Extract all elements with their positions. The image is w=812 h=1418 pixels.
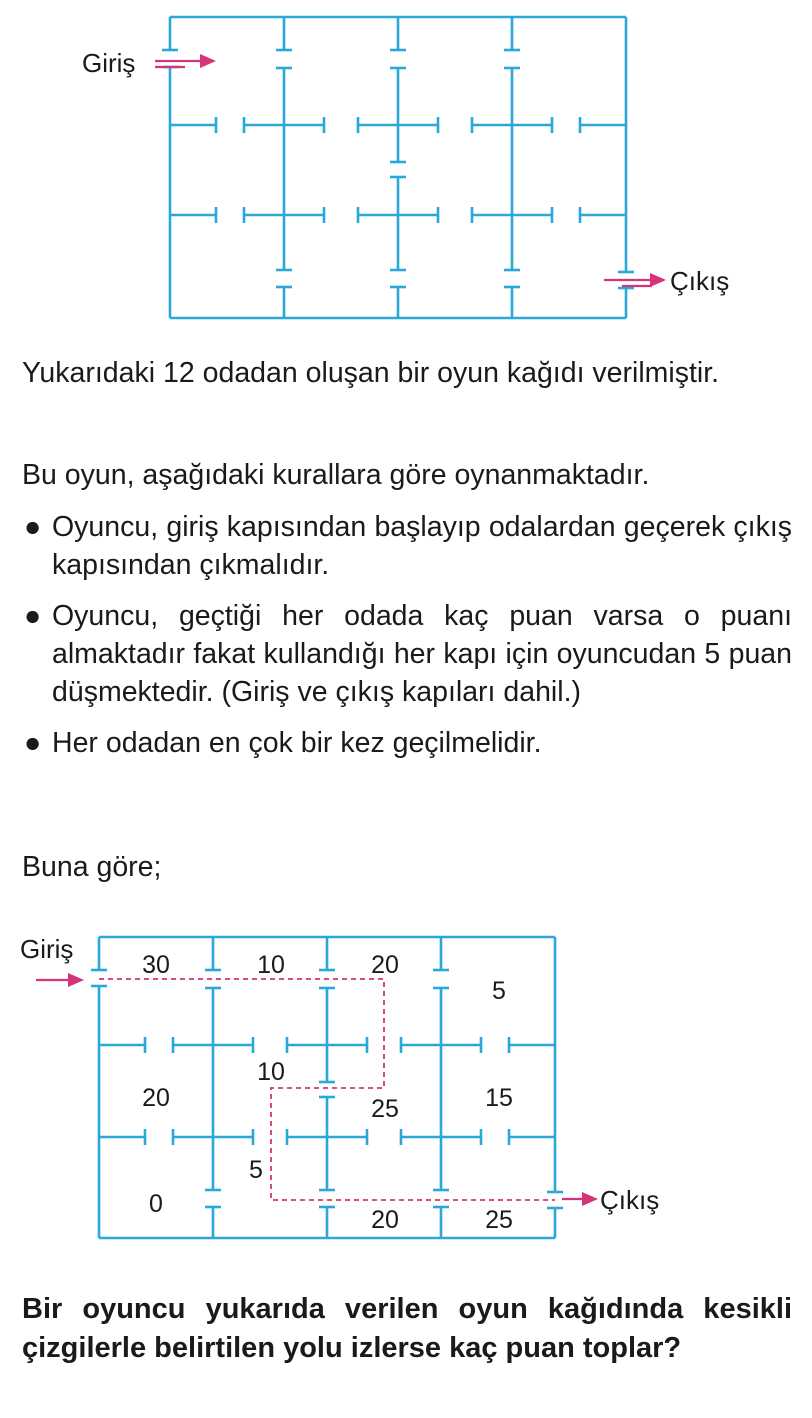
entry-label: Giriş xyxy=(20,934,74,964)
room-point: 20 xyxy=(371,1206,399,1234)
rules-intro: Bu oyun, aşağıdaki kurallara göre oynanmaktadır. xyxy=(22,459,650,491)
buna-gore-text: Buna göre; xyxy=(22,851,162,883)
board-walls xyxy=(162,17,634,318)
room-point: 20 xyxy=(371,951,399,979)
room-point: 30 xyxy=(142,951,170,979)
room-point: 20 xyxy=(142,1084,170,1112)
rule-text: Oyuncu, geçtiği her odada kaç puan varsa o puanı almaktadır fakat kullandığı her kapı için oyuncudan 5 puan düşmektedir. (Giriş ve çıkış kapıları dahil.) xyxy=(52,600,792,708)
room-point: 10 xyxy=(257,951,285,979)
room-point: 15 xyxy=(485,1084,513,1112)
bullet-icon: ● xyxy=(24,600,42,632)
question-text: Bir oyuncu yukarıda verilen oyun kağıdında kesikli çizgilerle belirtilen yolu izlerse kaç puan toplar? xyxy=(22,1293,792,1364)
room-point: 0 xyxy=(149,1190,163,1218)
rule-item xyxy=(22,724,792,762)
rule-item xyxy=(22,508,792,584)
room-point: 25 xyxy=(485,1206,513,1234)
rule-text: Her odadan en çok bir kez geçilmelidir. xyxy=(52,727,542,759)
bullet-icon: ● xyxy=(24,511,42,543)
exit-arrow xyxy=(562,1192,598,1206)
room-point: 25 xyxy=(371,1095,399,1123)
entry-arrow xyxy=(155,54,216,68)
rule-text: Oyuncu, giriş kapısından başlayıp odalardan geçerek çıkış kapısından çıkmalıdır. xyxy=(52,511,792,581)
exit-label: Çıkış xyxy=(600,1185,660,1215)
entry-arrow xyxy=(36,973,84,987)
intro-text: Yukarıdaki 12 odadan oluşan bir oyun kağıdı verilmiştir. xyxy=(22,357,720,389)
game-board-blank xyxy=(0,0,812,330)
exit-arrow xyxy=(604,273,666,287)
room-point: 5 xyxy=(492,977,506,1005)
entry-label: Giriş xyxy=(82,48,136,78)
bullet-icon: ● xyxy=(24,727,42,759)
rule-item xyxy=(22,597,792,711)
rules-list xyxy=(22,508,792,775)
room-point: 5 xyxy=(249,1156,263,1184)
game-board-path xyxy=(0,920,812,1250)
room-point: 10 xyxy=(257,1058,285,1086)
exit-label: Çıkış xyxy=(670,266,730,296)
